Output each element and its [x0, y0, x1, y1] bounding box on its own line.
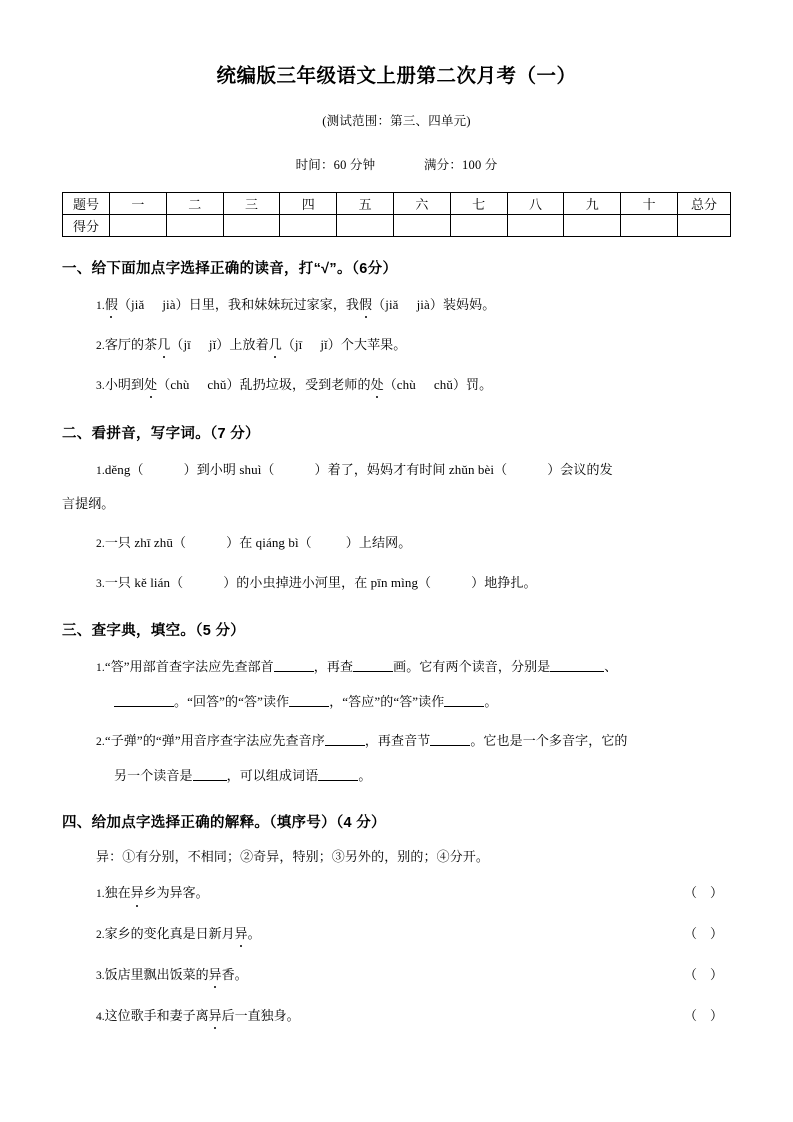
dotted-char: 假	[105, 295, 118, 315]
table-row-question-numbers	[63, 193, 731, 215]
section-heading-3: 三、查字典，填空。（5 分）	[62, 623, 246, 640]
page-title: 统编版三年级语文上册第二次月考（一）	[216, 65, 577, 87]
question-2-3: 3.一只 kě lián（ ）的小虫掉进小河里，在 pīn mìng（ ）地挣扎。	[96, 574, 537, 590]
dotted-char: 异	[209, 1006, 222, 1026]
question-1-1: 1.假（jiǎ jià）日里，我和妹妹玩过家家，我假（jiǎ jià）装妈妈。	[62, 278, 731, 316]
column-header-9: 九	[564, 193, 621, 215]
section-heading-1: 一、给下面加点字选择正确的读音，打“√”。（6分）	[62, 261, 398, 278]
row-header-score: 得分	[63, 215, 110, 237]
question-3-2-continued: 另一个读音是 ，可以组成词语 。	[114, 768, 372, 784]
question-1-2: 2.客厅的茶几（jī jǐ）上放着几（jī jǐ）个大苹果。	[62, 316, 731, 356]
question-3-1-continued: 。“回答”的“答”读作 ，“答应”的“答”读作 。	[62, 678, 731, 712]
answer-blank-line[interactable]	[318, 768, 358, 781]
question-4-3	[62, 945, 731, 986]
dotted-char: 处	[144, 375, 157, 395]
question-2-2: 2.一只 zhī zhū（ ）在 qiáng bì（ ）上结网。	[96, 534, 412, 550]
question-number: 2.	[96, 537, 105, 550]
total-points-label: 满分：100 分	[423, 158, 498, 173]
question-number: 3.	[96, 577, 105, 590]
dotted-char: 处	[371, 375, 384, 395]
question-3-2: 2.“子弹”的“弹”用音序查字法应先查音序 ，再查音节 。它也是一个多音字，它的	[96, 733, 628, 749]
answer-blank-line[interactable]	[430, 733, 470, 746]
score-cell-3[interactable]	[223, 215, 280, 237]
question-2-1: 1.děng（ ）到小明 shuì（ ）着了，妈妈才有时间 zhǔn bèi（ ）会议的发	[96, 461, 613, 477]
column-header-1: 一	[110, 193, 167, 215]
dotted-char: 几	[157, 335, 170, 355]
table-row-scores	[63, 215, 731, 237]
time-limit-label: 时间：60 分钟	[295, 158, 376, 173]
section-4-legend: 异：①有分别，不相同；②奇异，特别；③另外的，别的；④分开。	[96, 849, 490, 865]
question-number: 1.	[96, 300, 105, 313]
question-4-2	[62, 904, 731, 945]
score-cell-2[interactable]	[166, 215, 223, 237]
question-number: 4.	[96, 1010, 105, 1023]
score-cell-6[interactable]	[393, 215, 450, 237]
question-number: 1.	[96, 888, 105, 901]
column-header-2: 二	[166, 193, 223, 215]
answer-blank-line[interactable]	[325, 733, 365, 746]
column-header-total: 总分	[678, 193, 731, 215]
answer-parenthesis[interactable]: （ ）	[683, 926, 723, 942]
question-4-2-text: 2.家乡的变化真是日新月异。	[96, 924, 261, 945]
column-header-8: 八	[507, 193, 564, 215]
answer-blank-line[interactable]	[353, 659, 393, 672]
score-cell-4[interactable]	[280, 215, 337, 237]
answer-parenthesis[interactable]: （ ）	[683, 1007, 723, 1023]
question-1-3: 3.小明到处（chù chǔ）乱扔垃圾，受到老师的处（chù chǔ）罚。	[62, 356, 731, 396]
answer-parenthesis[interactable]: （ ）	[683, 967, 723, 983]
column-header-7: 七	[450, 193, 507, 215]
section-heading-2: 二、看拼音，写字词。（7 分）	[62, 425, 260, 442]
dotted-char: 假	[359, 295, 372, 315]
question-number: 2.	[96, 736, 105, 749]
question-number: 3.	[96, 379, 105, 392]
score-cell-8[interactable]	[507, 215, 564, 237]
score-cell-7[interactable]	[450, 215, 507, 237]
test-scope-subtitle: (测试范围：第三、四单元)	[322, 114, 471, 129]
dotted-char: 异	[235, 924, 248, 944]
answer-blank-line[interactable]	[550, 659, 604, 672]
column-header-10: 十	[621, 193, 678, 215]
answer-parenthesis[interactable]: （ ）	[683, 885, 723, 901]
answer-blank-line[interactable]	[444, 694, 484, 707]
question-number: 1.	[96, 464, 105, 477]
score-cell-10[interactable]	[621, 215, 678, 237]
question-4-4	[62, 986, 731, 1027]
question-4-4-text: 4.这位歌手和妻子离异后一直独身。	[96, 1006, 300, 1027]
dotted-char: 异	[209, 965, 222, 985]
score-cell-total[interactable]	[678, 215, 731, 237]
question-number: 1.	[96, 662, 105, 675]
question-4-1-text: 1.独在异乡为异客。	[96, 883, 209, 904]
column-header-4: 四	[280, 193, 337, 215]
score-cell-1[interactable]	[110, 215, 167, 237]
exam-meta	[62, 129, 731, 173]
column-header-5: 五	[337, 193, 394, 215]
answer-blank-line[interactable]	[274, 659, 314, 672]
section-heading-4: 四、给加点字选择正确的解释。（填序号）（4 分）	[62, 815, 386, 832]
answer-blank-line[interactable]	[193, 768, 227, 781]
answer-blank-line[interactable]	[289, 694, 329, 707]
question-number: 2.	[96, 929, 105, 942]
answer-blank-line[interactable]	[114, 694, 174, 707]
row-header-question-number: 题号	[63, 193, 110, 215]
column-header-6: 六	[393, 193, 450, 215]
question-4-1	[62, 867, 731, 904]
dotted-char: 几	[269, 335, 282, 355]
score-table	[62, 192, 731, 237]
question-4-3-text: 3.饭店里飘出饭菜的异香。	[96, 965, 248, 986]
question-number: 3.	[96, 970, 105, 983]
score-cell-9[interactable]	[564, 215, 621, 237]
question-3-1: 1.“答”用部首查字法应先查部首 ，再查 画。它有两个读音，分别是 、	[96, 659, 618, 675]
dotted-char: 异	[131, 883, 144, 903]
question-2-1-continued: 言提纲。	[62, 495, 115, 511]
score-cell-5[interactable]	[337, 215, 394, 237]
question-number: 2.	[96, 340, 105, 353]
column-header-3: 三	[223, 193, 280, 215]
